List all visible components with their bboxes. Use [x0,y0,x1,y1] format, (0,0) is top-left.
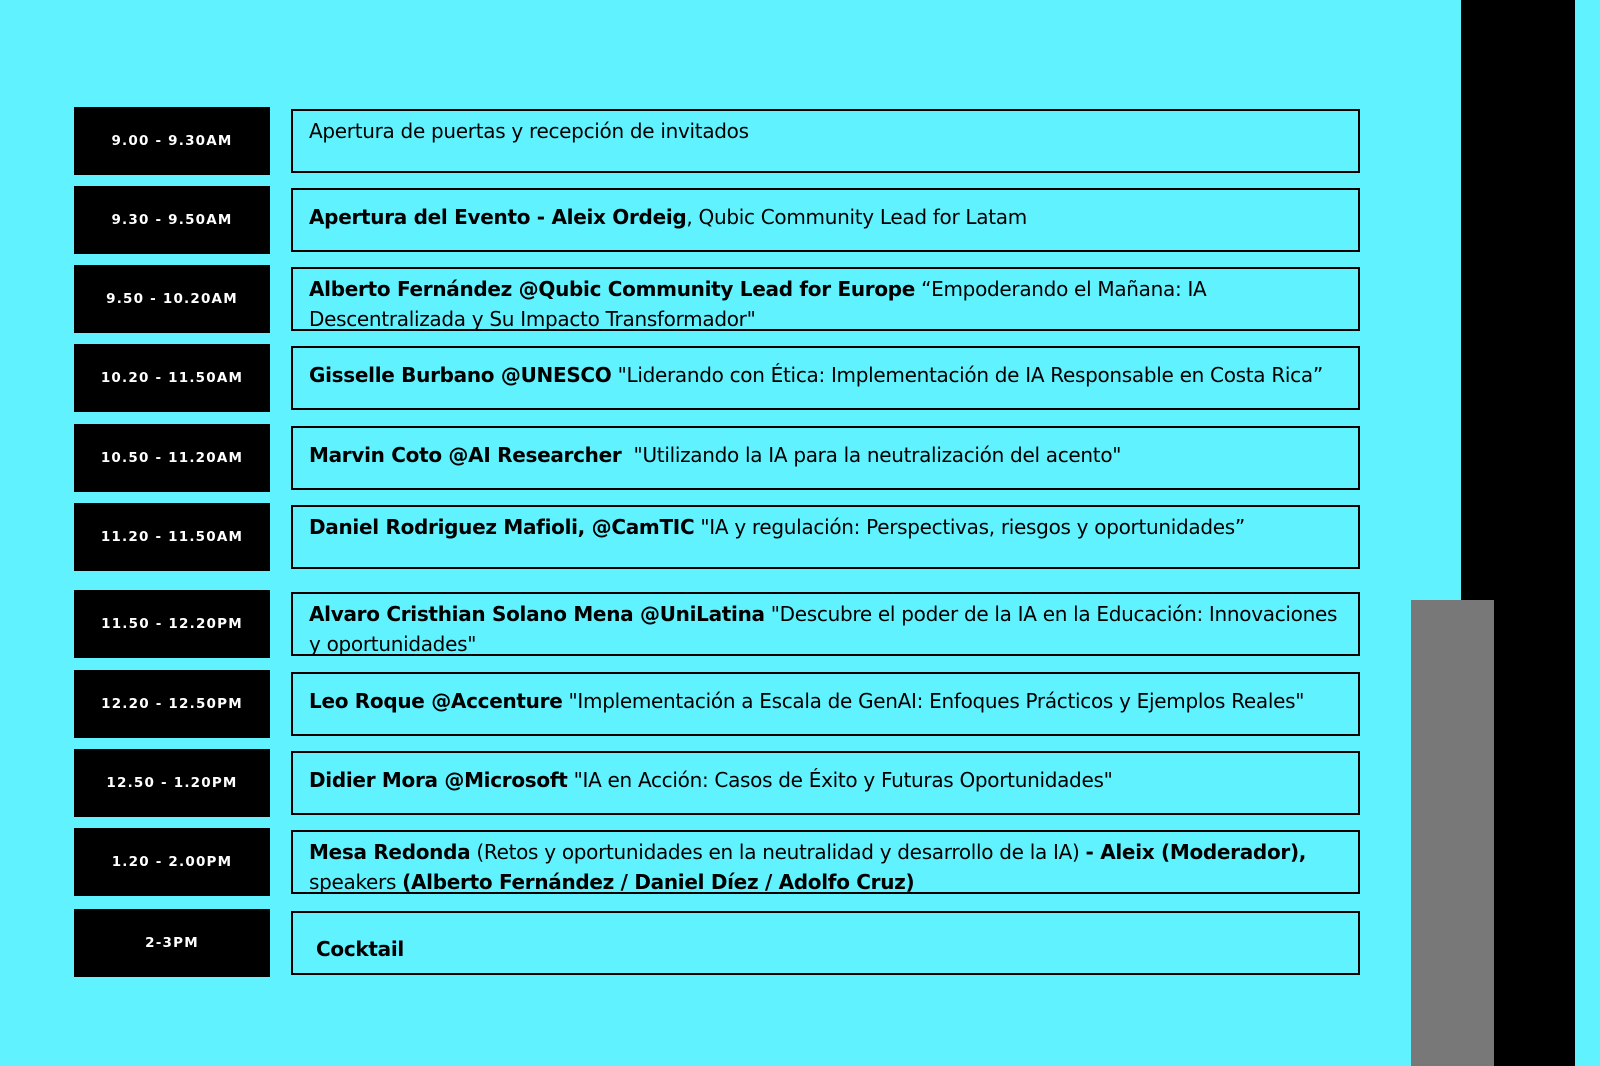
session-panelists: (Alberto Fernández / Daniel Díez / Adolfo Cruz) [402,870,915,894]
session-title: "Liderando con Ética: Implementación de IA Responsable en Costa Rica” [611,363,1323,387]
session-speaker: Gisselle Burbano @UNESCO [309,363,612,387]
session-speaker: Alvaro Cristhian Solano Mena @UniLatina [309,602,765,626]
session-box [291,911,1360,975]
session-title: , Qubic Community Lead for Latam [686,205,1027,229]
session-box [291,267,1360,331]
agenda-row [74,344,1363,412]
agenda-row [74,186,1363,254]
time-slot: 12.20 - 12.50PM [74,670,270,738]
session-moderator: - Aleix (Moderador), [1085,840,1307,864]
session-speaker: Apertura del Evento - Aleix Ordeig [309,205,687,229]
session-title: (Retos y oportunidades en la neutralidad y desarrollo de la IA) [470,840,1086,864]
session-title: “Empoderando el Mañana: IA Descentralizada y Su Impacto Transformador" [309,277,1207,331]
agenda-row [74,590,1363,658]
session-title: "IA en Acción: Casos de Éxito y Futuras Oportunidades" [567,768,1113,792]
session-box [291,109,1360,173]
agenda-row [74,503,1363,571]
session-speaker: Didier Mora @Microsoft [309,768,568,792]
session-title: "IA y regulación: Perspectivas, riesgos y oportunidades” [694,515,1245,539]
session-box [291,188,1360,252]
agenda-row [74,909,1363,977]
session-title: "Descubre el poder de la IA en la Educación: Innovaciones y oportunidades" [309,602,1338,656]
gray-block [1411,600,1494,1066]
session-title: "Implementación a Escala de GenAI: Enfoques Prácticos y Ejemplos Reales" [562,689,1305,713]
session-speaker: Daniel Rodriguez Mafioli, @CamTIC [309,515,695,539]
session-box [291,346,1360,410]
agenda-row [74,749,1363,817]
time-slot: 10.20 - 11.50AM [74,344,270,412]
time-slot: 1.20 - 2.00PM [74,828,270,896]
session-box [291,672,1360,736]
right-edge-strip [1575,0,1600,1066]
session-speaker: Mesa Redonda [309,840,471,864]
time-slot: 9.30 - 9.50AM [74,186,270,254]
agenda-row [74,265,1363,333]
session-speaker: Leo Roque @Accenture [309,689,563,713]
agenda-row [74,424,1363,492]
agenda-row [74,670,1363,738]
session-box [291,426,1360,490]
agenda-row [74,828,1363,896]
session-box [291,751,1360,815]
session-box [291,592,1360,656]
time-slot: 12.50 - 1.20PM [74,749,270,817]
time-slot: 9.50 - 10.20AM [74,265,270,333]
time-slot: 11.50 - 12.20PM [74,590,270,658]
session-speaker: Marvin Coto @AI Researcher [309,443,622,467]
session-box [291,505,1360,569]
session-speaker: Cocktail [316,937,404,961]
time-slot: 2-3PM [74,909,270,977]
time-slot: 9.00 - 9.30AM [74,107,270,175]
time-slot: 10.50 - 11.20AM [74,424,270,492]
session-box [291,830,1360,894]
session-title: Apertura de puertas y recepción de invitados [309,119,749,143]
time-slot: 11.20 - 11.50AM [74,503,270,571]
agenda-row [74,107,1363,175]
session-text: speakers [309,870,403,894]
session-speaker: Alberto Fernández @Qubic Community Lead for Europe [309,277,916,301]
session-title: "Utilizando la IA para la neutralización del acento" [621,443,1122,467]
